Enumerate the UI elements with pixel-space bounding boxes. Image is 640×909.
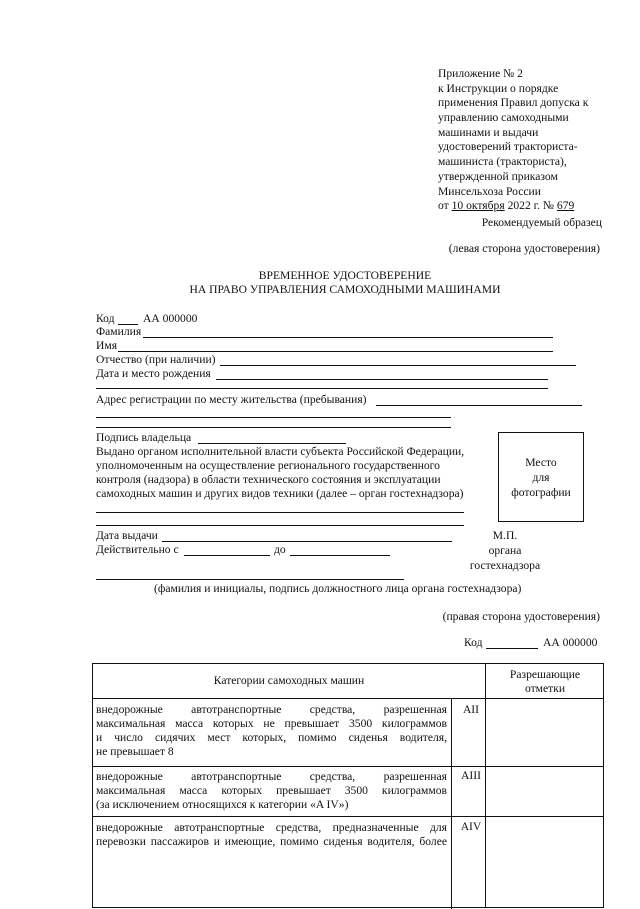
row-category: AIV (460, 820, 482, 833)
photo-line: для (532, 470, 550, 484)
row-line: максимальная масса которых превышает 3500 килограммов (96, 784, 447, 797)
appendix-date-suffix: 2022 г. № (507, 199, 554, 213)
valid-to-label: до (274, 543, 286, 556)
table-row (96, 703, 447, 759)
issued-line: уполномоченным на осуществление регионального государственного (96, 459, 440, 472)
table-row (96, 821, 447, 849)
appendix-line: к Инструкции о порядке (438, 81, 559, 95)
appendix-date-line (438, 200, 628, 215)
row-line: максимальная масса которых не превышает 3500 килограммов (96, 717, 447, 730)
birth-line[interactable] (216, 379, 548, 380)
title-line-2: НА ПРАВО УПРАВЛЕНИЯ САМОХОДНЫМИ МАШИНАМИ (189, 283, 501, 296)
surname-line[interactable] (143, 337, 553, 338)
address-line-extra[interactable] (96, 417, 451, 418)
patronymic-line[interactable] (220, 365, 576, 366)
appendix-block (438, 68, 628, 215)
valid-from-line[interactable] (184, 555, 270, 556)
address-label: Адрес регистрации по месту жительства (пребывания) (96, 393, 367, 406)
issued-line: Выдано органом исполнительной власти субъекта Российской Федерации, (96, 445, 465, 458)
table-subdivider (451, 699, 452, 766)
table-row-divider (93, 698, 603, 699)
stamp-block (462, 528, 548, 573)
row-category: AIII (461, 769, 481, 782)
issued-line: контроля (надзора) в области технического состояния и эксплуатации (96, 473, 441, 486)
photo-line: фотографии (511, 485, 571, 499)
birth-line-extra[interactable] (96, 388, 548, 389)
left-side-label: (левая сторона удостоверения) (448, 242, 600, 255)
code-value: АА 000000 (143, 312, 198, 325)
table-subdivider (451, 817, 452, 909)
valid-from-label: Действительно с (96, 543, 179, 556)
photo-line: Место (525, 455, 557, 469)
appendix-line: управлению самоходными (438, 111, 569, 125)
right-code-underline (486, 648, 538, 649)
table-row-divider (93, 816, 603, 817)
official-caption: (фамилия и инициалы, подпись должностного лица органа гостехнадзора) (154, 582, 522, 595)
address-line[interactable] (376, 405, 582, 406)
row-line: (за исключением относящихся к категории «A IV») (96, 798, 349, 811)
issued-line: самоходных машин и других видов техники (далее – орган гостехнадзора) (96, 487, 464, 500)
official-line[interactable] (96, 579, 404, 580)
row-line: внедорожные автотранспортные средства, разрешенная (96, 703, 447, 716)
right-code-value: АА 000000 (543, 636, 598, 649)
appendix-line: машиниста (тракториста), (438, 155, 567, 169)
row-line: внедорожные автотранспортные средства, разрешенная (96, 770, 447, 783)
address-line-extra-2[interactable] (96, 427, 451, 428)
appendix-line: Приложение № 2 (438, 67, 523, 80)
stamp-line: М.П. (492, 529, 518, 542)
issuer-line[interactable] (96, 512, 464, 513)
name-label: Имя (96, 339, 118, 352)
name-line[interactable] (118, 351, 553, 352)
stamp-line: органа (488, 544, 522, 557)
appendix-order-number: 679 (556, 199, 575, 213)
header-marks-line: Разрешающие (509, 668, 581, 681)
issuer-line-2[interactable] (96, 525, 464, 526)
row-line: перевозки пассажиров и имеющие, помимо сиденья водителя, более (96, 835, 447, 848)
table-divider (485, 664, 486, 907)
table-header-categories: Категории самоходных машин (213, 674, 365, 687)
row-line: внедорожные автотранспортные средства, предназначенные для (96, 821, 447, 834)
appendix-line: удостоверений тракториста- (438, 140, 578, 154)
header-marks-line: отметки (524, 682, 566, 695)
row-line: не превышает 8 (96, 745, 174, 758)
issue-date-label: Дата выдачи (96, 529, 158, 542)
table-row-divider (93, 766, 603, 767)
categories-table (92, 663, 604, 908)
appendix-line: Минсельхоза России (438, 184, 541, 198)
row-line: и число сидячих мест которых, помимо сиденья водителя, (96, 731, 447, 744)
surname-label: Фамилия (96, 325, 142, 338)
appendix-date: 10 октября (451, 199, 505, 213)
valid-to-line[interactable] (290, 555, 390, 556)
appendix-line: машинами и выдачи (438, 125, 539, 139)
table-header-marks (486, 668, 604, 696)
table-row (96, 770, 447, 812)
appendix-date-prefix: от (438, 199, 449, 213)
appendix-line: утвержденной приказом (438, 169, 558, 183)
table-subdivider (451, 767, 452, 816)
appendix-line: применения Правил допуска к (438, 96, 589, 110)
stamp-line: гостехнадзора (469, 559, 541, 572)
patronymic-label: Отчество (при наличии) (96, 353, 216, 366)
code-label: Код (96, 312, 115, 325)
issue-date-line[interactable] (162, 541, 452, 542)
signature-line[interactable] (198, 443, 346, 444)
row-category: AII (462, 703, 480, 716)
title-line-1: ВРЕМЕННОЕ УДОСТОВЕРЕНИЕ (258, 269, 432, 282)
sample-label: Рекомендуемый образец (481, 216, 602, 229)
photo-box (498, 432, 584, 522)
right-code-label: Код (464, 636, 483, 649)
signature-label: Подпись владельца (96, 431, 192, 444)
birth-label: Дата и место рождения (96, 367, 211, 380)
right-side-label: (правая сторона удостоверения) (442, 610, 600, 623)
